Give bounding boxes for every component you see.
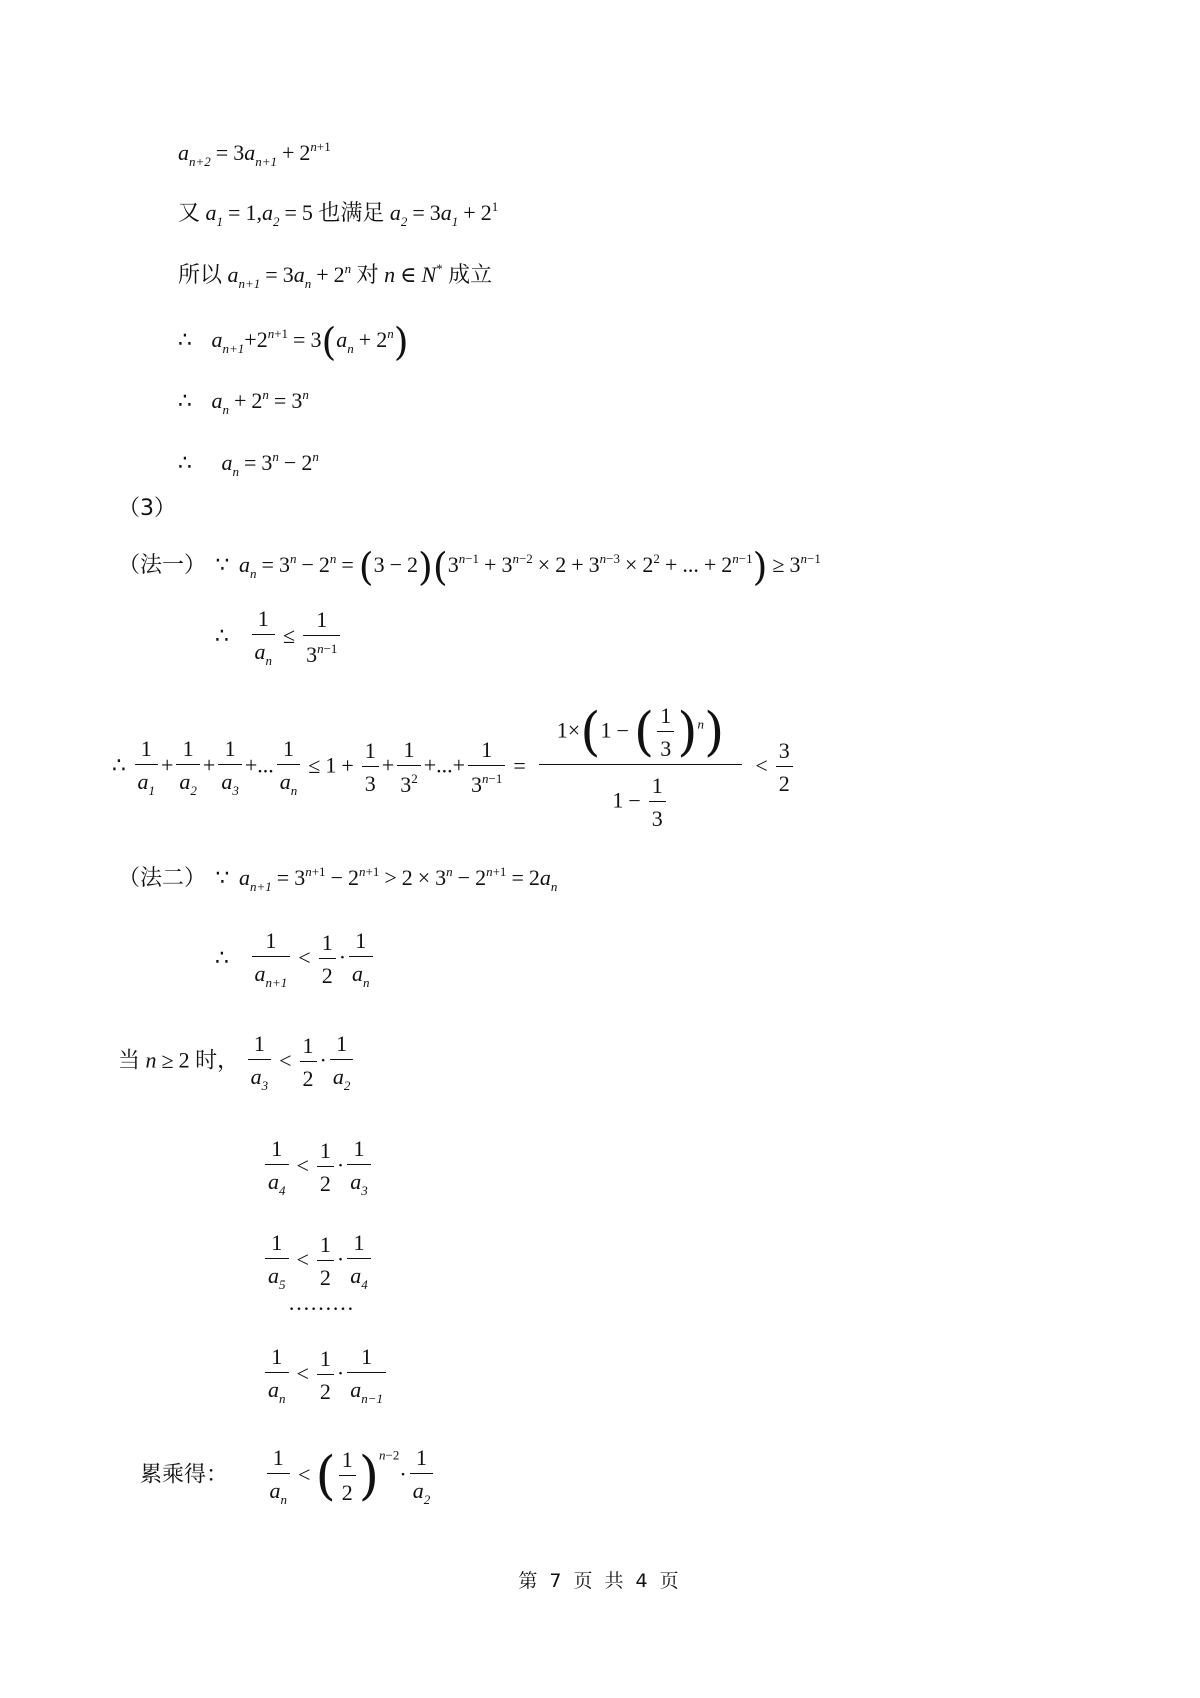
statement-holds-for-all-n: 所以 $a_{n+1} = 3a_n + 2^n$ 对 n ∈ N* 成立 <box>178 261 493 291</box>
method-1-sum-bound: ∴ $\frac{1}{a_1}$ + $\frac{1}{a_2}$ + $\frac{1}{a_3}$ +... $\frac{1}{a_n}$ ≤ 1 + $\frac{1}{3}$ + $\frac{1}{3^2}$ +...+ $\frac{1}{3^{n-1}}$ = 1×(1 −( $\frac{1}{3}$ )$^n$) 1 − $\frac{1}{3}$ < $\frac{3}{2}$ <box>112 705 796 830</box>
because-icon: ∵ <box>215 553 230 579</box>
therefore-icon: ∴ <box>215 623 229 649</box>
text-dang: 当 <box>118 1048 141 1074</box>
equation-an-closed-form: ∴ $a_n = 3^n - 2^n$ <box>178 449 319 479</box>
therefore-icon: ∴ <box>178 389 192 414</box>
method-2-reciprocal-ratio: ∴ $\frac{1}{a_{n+1}}$ < $\frac{1}{2}$ · $\frac{1}{a_n}$ <box>215 930 376 989</box>
text-dui: 对 <box>356 263 379 288</box>
text-suoyi: 所以 <box>178 263 223 288</box>
equation-an-plus-2n: ∴ $a_n + 2^n = 3^n$ <box>178 387 309 417</box>
text-chengli: 成立 <box>448 263 493 288</box>
text-you: 又 <box>178 201 201 226</box>
therefore-icon: ∴ <box>178 451 192 476</box>
method-1-reciprocal-bound: ∴ $\frac{1}{a_n}$ ≤ $\frac{1}{3^{n-1}}$ <box>215 608 343 667</box>
method-2-inequality: （法二） ∵ $a_{n+1} = 3^{n+1} - 2^{n+1} > 2 \times 3^n - 2^{n+1} = 2a_n$ <box>118 864 558 894</box>
therefore-icon: ∴ <box>215 945 229 971</box>
page-footer: 第 7 页 共 4 页 <box>518 1570 682 1592</box>
text-leicheng: 累乘得： <box>140 1462 229 1488</box>
chain-ellipsis: ……… <box>288 1290 354 1315</box>
therefore-icon: ∴ <box>178 328 192 354</box>
statement-initial-values: 又 $a_1 = 1,a_2 = 5$ 也满足 $a_2 = 3a_1 + 2^1$ <box>178 199 499 229</box>
therefore-icon: ∴ <box>112 753 126 779</box>
equation-geometric-form: ∴ $a_{n+1}+2^{n+1} = 3(a_n + 2^n)$ <box>178 320 409 364</box>
chain-step-a5: $\frac{1}{a_5}$ < $\frac{1}{2}$ · $\frac{1}{a_4}$ <box>262 1232 374 1291</box>
product-result: 累乘得： $\frac{1}{a_n}$ <( $\frac{1}{2}$ )$^{n-2}$· $\frac{1}{a_2}$ <box>140 1447 436 1506</box>
text-shi: 时， <box>195 1048 240 1074</box>
chain-step-a3: 当 n ≥ 2 时， $\frac{1}{a_3}$ < $\frac{1}{2}$ · $\frac{1}{a_2}$ <box>118 1033 356 1092</box>
because-icon: ∵ <box>215 866 230 891</box>
method-2-label: （法二） <box>118 866 207 891</box>
part-3-label: （3） <box>118 496 176 521</box>
chain-step-an: $\frac{1}{a_n}$ < $\frac{1}{2}$ · $\frac{1}{a_{n-1}}$ <box>262 1346 389 1405</box>
equation-recurrence-n-plus-2: $a_{n+2} = 3a_{n+1} + 2^{n+1}$ <box>178 139 331 169</box>
chain-step-a4: $\frac{1}{a_4}$ < $\frac{1}{2}$ · $\frac{1}{a_3}$ <box>262 1138 374 1197</box>
text-ye-manzu: 也满足 <box>318 201 385 226</box>
method-1-inequality: （法一） ∵ $a_n = 3^n - 2^n = (3 - 2)(3^{n-1} + 3^{n-2} \times 2 + 3^{n-3} \times 2^2$ + ... + $2^{n-1}) \ge 3^{n-1}$ <box>118 545 821 589</box>
method-1-label: （法一） <box>118 553 207 579</box>
